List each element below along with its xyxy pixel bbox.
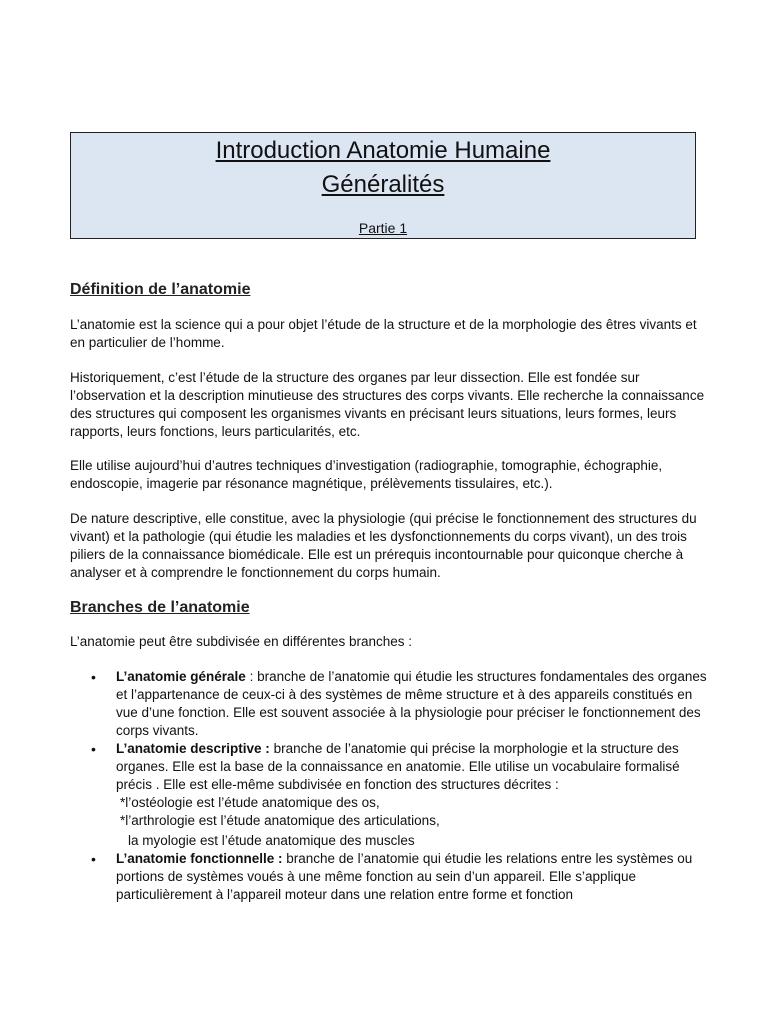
definition-anatomie-descriptive: branche de l’anatomie qui précise la morphologie et la structure des organes. Elle est la base de la connaissance en anatomie. Elle utilise un vocabulaire formalisé précis . Elle est elle-même subdivisée en fonction des structures décrites :: [116, 741, 680, 792]
list-item-anatomie-generale: [70, 668, 710, 740]
heading-definition: Définition de l’anatomie: [70, 281, 251, 298]
sub-item-osteologie: *l’ostéologie est l’étude anatomique des os,: [120, 795, 380, 810]
definition-anatomie-generale: : branche de l’anatomie qui étudie les structures fondamentales des organes et l’appartenance de ceux-ci à des systèmes de même structure et à des appareils constitués en vue d’une fonction. Elle est souvent associée à la physiologie pour préciser le fonctionnement des corps vivants.: [116, 669, 707, 738]
bullet-icon: •: [91, 851, 96, 867]
part-label: Partie 1: [358, 220, 408, 236]
list-item-anatomie-descriptive: [70, 740, 710, 850]
document-subtitle-generalites: Généralités: [321, 171, 445, 198]
term-anatomie-fonctionnelle: L’anatomie fonctionnelle :: [116, 851, 283, 866]
heading-branches: Branches de l’anatomie: [70, 599, 250, 616]
paragraph-definition-4: De nature descriptive, elle constitue, avec la physiologie (qui précise le fonctionnement des structures du vivant) et la pathologie (qui étudie les maladies et les dysfonctionnements du corps vivant), un des trois piliers de la connaissance biomédicale. Elle est un prérequis incontournable pour quiconque cherche à analyser et à comprendre le fonctionnement du corps humain.: [70, 511, 697, 580]
bullet-icon: •: [91, 741, 96, 757]
title-box: [70, 132, 696, 239]
paragraph-branches-intro: L’anatomie peut être subdivisée en différentes branches :: [70, 634, 412, 649]
paragraph-definition-2: Historiquement, c’est l’étude de la structure des organes par leur dissection. Elle est fondée sur l’observation et la description minutieuse des structures des corps vivants. Elle recherche la connaissance des structures qui composent les organismes vivants en précisant leurs situations, leurs formes, leurs rapports, leurs fonctions, leurs particularités, etc.: [70, 370, 705, 439]
term-anatomie-generale: L’anatomie générale: [116, 669, 246, 684]
document-title: Introduction Anatomie Humaine: [215, 137, 551, 164]
sub-item-myologie: la myologie est l’étude anatomique des muscles: [128, 833, 415, 848]
term-anatomie-descriptive: L’anatomie descriptive :: [116, 741, 270, 756]
branches-list: [70, 668, 710, 904]
definition-anatomie-fonctionnelle: branche de l’anatomie qui étudie les relations entre les systèmes ou portions de systèmes voués à une même fonction au sein d’un appareil. Elle s’applique particulièrement à l’appareil moteur dans une relation entre forme et fonction: [116, 851, 693, 902]
list-item-anatomie-fonctionnelle: [70, 850, 710, 904]
bullet-icon: •: [91, 669, 96, 685]
sub-item-arthrologie: *l’arthrologie est l’étude anatomique des articulations,: [120, 813, 440, 828]
paragraph-definition-3: Elle utilise aujourd’hui d’autres techniques d’investigation (radiographie, tomographie, échographie, endoscopie, imagerie par résonance magnétique, prélèvements tissulaires, etc.).: [70, 458, 663, 491]
paragraph-definition-1: L’anatomie est la science qui a pour objet l’étude de la structure et de la morphologie des êtres vivants et en particulier de l’homme.: [70, 317, 697, 350]
